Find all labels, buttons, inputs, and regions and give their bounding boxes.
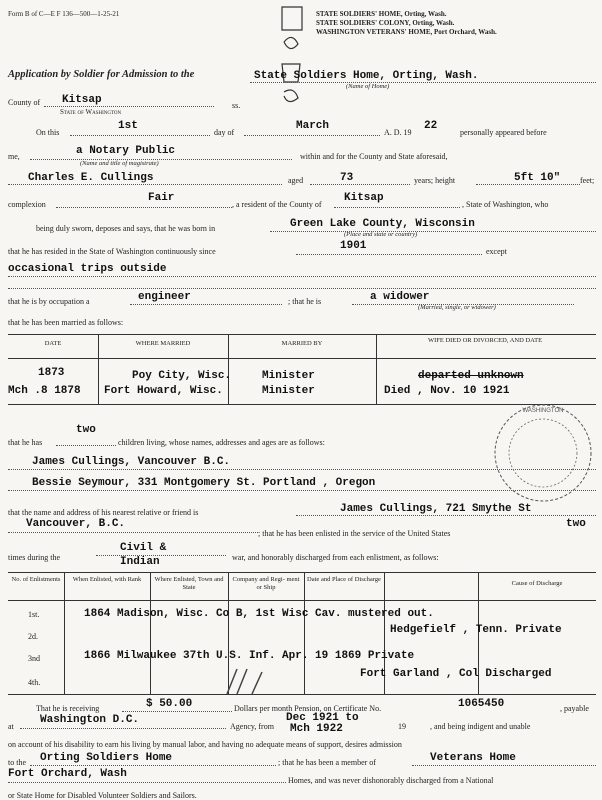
magistrate-suffix: within and for the County and State aforesaid,	[300, 152, 448, 161]
years-height-label: years; height	[414, 176, 456, 185]
ss-label: ss.	[232, 101, 241, 110]
certificate-no: 1065450	[458, 698, 505, 710]
form-title: Application by Soldier for Admission to the	[8, 69, 195, 80]
service-header-company: Company and Regi- ment or Ship	[232, 576, 300, 591]
home-option-3: WASHINGTON VETERANS' HOME, Port Orchard, Wash.	[316, 28, 497, 36]
marital-caption: (Married, single, or widower)	[418, 304, 496, 311]
relative-label: that the name and address of his nearest relative or friend is	[8, 508, 199, 517]
home-list	[316, 10, 497, 37]
resident-label: , a resident of the County of	[232, 200, 322, 209]
service-row-2-text: Hedgefielf , Tenn. Private	[390, 624, 562, 636]
homes-tail: Homes, and was never dishonorably discharged from a National	[288, 776, 494, 785]
marriage-header-date: DATE	[44, 340, 62, 347]
children-count: two	[76, 424, 96, 436]
children-label-a: that he has	[8, 438, 43, 447]
enlisted-label: ; that he has been enlisted in the service of the United States	[258, 529, 451, 538]
day-of-label: day of	[214, 128, 235, 137]
height-value: 5ft 10"	[514, 172, 561, 184]
pension-label-b: Dollars per month Pension, on Certificate No.	[234, 704, 382, 713]
service-header-cause: Cause of Discharge	[511, 580, 563, 587]
agency-label: Agency, from	[230, 722, 274, 731]
marital-value: a widower	[370, 291, 430, 303]
marriage-row-1-wife: departed unknown	[418, 370, 524, 382]
magistrate-caption: (Name and title of magistrate)	[80, 160, 159, 167]
married-label: that he has been married as follows:	[8, 318, 124, 327]
pension-to: Mch 1922	[290, 723, 343, 735]
stamp-text: WASHINGTON	[522, 408, 564, 414]
member-label: ; that he has been a member of	[278, 758, 376, 767]
state-label: State of Washington	[60, 108, 122, 116]
relative-cont: Vancouver, B.C.	[26, 518, 126, 530]
occupation-label: that he is by occupation a	[8, 297, 90, 306]
home-name-caption: (Name of Home)	[346, 83, 390, 90]
service-row-4-text: Fort Garland , Col Discharged	[360, 668, 552, 680]
resident-county-value: Kitsap	[344, 192, 384, 204]
age-value: 73	[340, 172, 354, 184]
complexion-value: Fair	[148, 192, 175, 204]
form-id: Form B of C—E F 136—500—1-25-21	[8, 10, 120, 18]
children-label-b: children living, whose names, addresses and ages are as follows:	[118, 438, 325, 447]
marriage-header-by: MARRIED BY	[281, 340, 323, 347]
marriage-row-2-where: Fort Howard, Wisc.	[104, 385, 223, 397]
birthplace-caption: (Place and state or country)	[344, 231, 418, 238]
times-suffix: war, and honorably discharged from each enlistment, as follows:	[232, 553, 439, 562]
home-option-2: STATE SOLDIERS' COLONY, Orting, Wash.	[316, 19, 455, 27]
requested-home: Orting Soldiers Home	[40, 752, 173, 764]
marriage-row-2-wife: Died , Nov. 10 1921	[384, 385, 510, 397]
service-header-when: When Enlisted, with Rank	[72, 576, 142, 583]
pension-amount: $ 50.00	[146, 698, 193, 710]
complexion-label: complexion	[8, 200, 46, 209]
aged-label: aged	[288, 176, 304, 185]
home2-value: Fort Orchard, Wash	[8, 768, 127, 780]
service-header-no: No. of Enlistments	[11, 576, 61, 583]
marriage-row-2-date: Mch .8 1878	[8, 385, 81, 397]
county-value: Kitsap	[62, 94, 102, 106]
marriage-header-where: WHERE MARRIED	[135, 340, 191, 347]
service-row-3-no: 3nd	[28, 654, 40, 663]
home-option-1: STATE SOLDIERS' HOME, Orting, Wash.	[316, 10, 447, 18]
service-row-3-text: 1866 Milwaukee 37th U.S. Inf. Apr. 19 1869 Private	[84, 650, 415, 662]
applicant-name: Charles E. Cullings	[28, 172, 154, 184]
except-value: occasional trips outside	[8, 263, 167, 275]
child-1: James Cullings, Vancouver B.C.	[32, 456, 231, 468]
agency-value: Washington D.C.	[40, 714, 140, 726]
marital-label: ; that he is	[288, 297, 322, 306]
county-label: County of	[8, 98, 41, 107]
marriage-row-2-by: Minister	[262, 385, 315, 397]
appeared-label: personally appeared before	[460, 128, 547, 137]
member-of-value: Veterans Home	[430, 752, 516, 764]
birthplace-value: Green Lake County, Wisconsin	[290, 218, 475, 230]
pension-from: Dec 1921 to	[286, 712, 359, 724]
relative-value: James Cullings, 721 Smythe St	[340, 503, 532, 515]
month-value: March	[296, 120, 330, 132]
marriage-row-1-date: 1873	[38, 367, 65, 379]
born-label: being duly sworn, deposes and says, that he was born in	[36, 224, 216, 233]
marriage-row-1-where: Poy City, Wisc.	[132, 370, 232, 382]
magistrate-value: a Notary Public	[76, 145, 176, 157]
resided-since-value: 1901	[340, 240, 367, 252]
war-2: Indian	[120, 556, 160, 568]
feet-label: feet;	[580, 176, 595, 185]
service-row-4-no: 4th.	[28, 678, 41, 687]
ink-scribble	[222, 664, 282, 704]
day-value: 1st	[118, 120, 138, 132]
checkmark-scribbles	[272, 2, 312, 112]
year-value: 22	[424, 120, 438, 132]
except-label: except	[486, 247, 507, 256]
child-2: Bessie Seymour, 331 Montgomery St. Portland , Oregon	[32, 477, 376, 489]
ad-label: A. D. 19	[384, 128, 412, 137]
occupation-value: engineer	[138, 291, 191, 303]
service-row-1-text: 1864 Madison, Wisc. Co B, 1st Wisc Cav. mustered out.	[84, 608, 434, 620]
account-line: on account of his disability to earn his living by manual labor, and having no adequate means of support, desires admission	[8, 740, 402, 749]
home-name-value: State Soldiers Home, Orting, Wash.	[254, 70, 479, 82]
postmark-stamp	[488, 398, 598, 508]
to-label: to the	[8, 758, 26, 767]
pension-label-a: That he is receiving	[36, 704, 100, 713]
indigent-label: , and being indigent and unable	[430, 722, 531, 731]
marriage-header-wife: WIFE DIED OR DIVORCED, AND DATE	[427, 337, 543, 344]
service-row-1-no: 1st.	[28, 610, 40, 619]
nineteen-label: 19	[398, 722, 406, 731]
marriage-row-1-by: Minister	[262, 370, 315, 382]
on-this-label: On this	[36, 128, 60, 137]
times-label: times during the	[8, 553, 60, 562]
service-header-where: Where Enlisted, Town and State	[154, 576, 224, 591]
resided-label: that he has resided in the State of Washington continuously since	[8, 247, 216, 256]
payable-label: , payable	[560, 704, 589, 713]
me-label: me,	[8, 152, 20, 161]
enlist-times: two	[566, 518, 586, 530]
service-header-discharge: Date and Place of Discharge	[307, 576, 381, 583]
state-suffix: , State of Washington, who	[462, 200, 549, 209]
service-row-2-no: 2d.	[28, 632, 38, 641]
last-line: or State Home for Disabled Volunteer Soldiers and Sailors.	[8, 791, 197, 800]
war-1: Civil &	[120, 542, 167, 554]
at-label: at	[8, 722, 14, 731]
